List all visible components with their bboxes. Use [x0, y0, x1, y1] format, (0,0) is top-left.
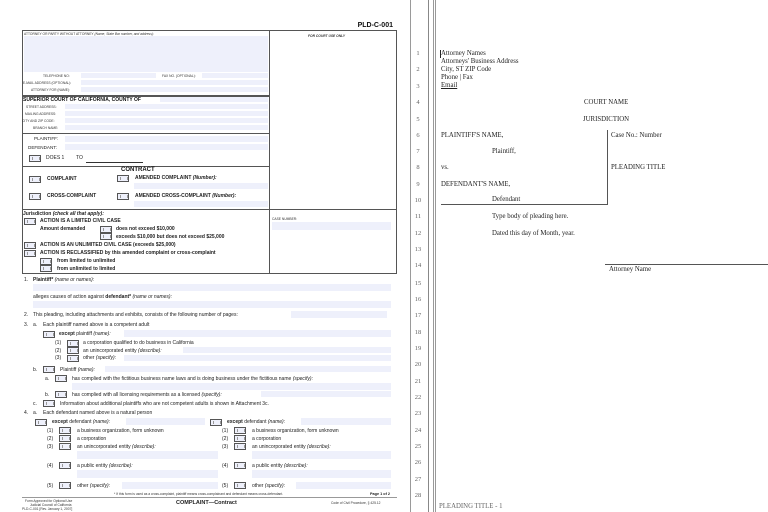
item3a-text: Each plaintiff named above is a competent adult	[43, 322, 150, 328]
line-number: 15	[414, 280, 422, 287]
case-number-label: CASE NUMBER:	[272, 217, 298, 221]
text-cursor	[440, 50, 441, 58]
unlimited-to-limited-checkbox[interactable]	[40, 265, 52, 272]
branch-field[interactable]	[65, 125, 268, 130]
caption-bottom-rule	[441, 204, 607, 205]
item3b-text: Plaintiff (name):	[60, 367, 95, 373]
pleading-footer: PLEADING TITLE - 1	[439, 503, 503, 510]
line-number: 14	[414, 262, 422, 269]
line-number: 6	[416, 132, 420, 139]
line-number: 10	[414, 197, 422, 204]
footer-approved-3: PLD-C-001 [Rev. January 1, 2007]	[22, 507, 73, 511]
d3-left-checkbox[interactable]	[59, 443, 71, 450]
licensing-checkbox[interactable]	[55, 391, 67, 398]
plaintiff-name[interactable]: PLAINTIFF'S NAME,	[441, 132, 504, 139]
unlimited-to-limited-label: from unlimited to limited	[57, 266, 116, 272]
line-number: 4	[416, 99, 420, 106]
attorney-phone[interactable]: Phone | Fax	[441, 74, 473, 81]
signature-line	[605, 264, 768, 265]
line-number: 28	[414, 492, 422, 499]
d3-right-checkbox[interactable]	[234, 443, 246, 450]
d2-left-number: (2)	[47, 436, 54, 442]
d3-right-text: an unincorporated entity (describe):	[252, 444, 331, 450]
d4-left-number: (4)	[47, 463, 54, 469]
defendant-label: DEFENDANT:	[28, 145, 57, 150]
line-number: 25	[414, 443, 422, 450]
except-defendant-right-field[interactable]	[301, 418, 391, 425]
fax-field[interactable]	[202, 73, 268, 78]
d5-left-text: other (specify):	[77, 483, 111, 489]
line-number: 16	[414, 296, 422, 303]
item1-alleges-label: alleges causes of action against defendant* (name or names):	[33, 294, 172, 300]
line-number: 8	[416, 164, 420, 171]
d5-left-number: (5)	[47, 483, 54, 489]
p3-specify-field[interactable]	[124, 355, 391, 361]
jurisdiction[interactable]: JURISDICTION	[583, 116, 630, 123]
divider	[22, 133, 269, 134]
limited-to-unlimited-label: from limited to unlimited	[57, 258, 116, 264]
except-defendant-right-label: except defendant (name):	[227, 419, 286, 425]
item3b-a-letter: a.	[45, 376, 50, 382]
defendant-field[interactable]	[65, 144, 268, 150]
d3-left-number: (3)	[47, 444, 54, 450]
court-use-label: FOR COURT USE ONLY	[308, 34, 346, 38]
d1-right-number: (1)	[222, 428, 229, 434]
item4a-letter: a.	[33, 410, 38, 416]
line-number: 19	[414, 345, 422, 352]
d4-left-field[interactable]	[77, 470, 218, 478]
page-number: Page 1 of 2	[370, 492, 391, 496]
d5-right-number: (5)	[222, 483, 229, 489]
fictitious-name-field[interactable]	[72, 383, 391, 390]
city-zip-field[interactable]	[65, 118, 268, 123]
except-plaintiff-label: except plaintiff (name):	[59, 331, 111, 337]
cross-complaint-checkbox[interactable]	[29, 193, 41, 200]
email-field[interactable]	[81, 80, 268, 85]
item3c-text: Information about additional plaintiffs who are not competent adults is shown in Attachment 3c.	[60, 401, 269, 407]
telephone-field[interactable]	[81, 73, 156, 78]
item4a-text: Each defendant named above is a natural person	[43, 410, 153, 416]
plaintiff-role: Plaintiff,	[492, 148, 516, 155]
d4-right-text: a public entity (describe):	[252, 463, 308, 469]
except-plaintiff-checkbox[interactable]	[43, 331, 55, 338]
p2-text: an unincorporated entity (describe):	[83, 348, 162, 354]
court-title: SUPERIOR COURT OF CALIFORNIA, COUNTY OF	[23, 97, 141, 103]
p1-number: (1)	[55, 340, 62, 346]
d4-right-checkbox[interactable]	[234, 462, 246, 469]
d5-left-field[interactable]	[122, 482, 218, 489]
court-name[interactable]: COURT NAME	[584, 99, 629, 106]
plaintiff-label: PLAINTIFF:	[34, 136, 59, 141]
does-label: DOES 1	[46, 155, 65, 161]
d4-left-text: a public entity (describe):	[77, 463, 133, 469]
pleading-paper-page	[414, 0, 768, 512]
line-number: 5	[416, 116, 420, 123]
d2-left-text: a corporation	[77, 436, 107, 442]
footer-title: COMPLAINT—Contract	[176, 500, 237, 506]
attorney-names[interactable]: Attorney Names	[441, 50, 486, 57]
line-number: 9	[416, 181, 420, 188]
city-label: CITY AND ZIP CODE:	[22, 119, 55, 123]
d4-right-field[interactable]	[252, 470, 391, 478]
amended-complaint-label: AMENDED COMPLAINT (Number):	[135, 175, 217, 181]
d2-left-checkbox[interactable]	[59, 435, 71, 442]
footnote: * If this form is used as a cross-complaint, plaintiff means cross-complainant and defendant means cross-defendant.	[114, 492, 284, 496]
unlimited-case-label: ACTION IS AN UNLIMITED CIVIL CASE (exceeds $25,000)	[40, 242, 176, 248]
number-of-pages-field[interactable]	[291, 311, 387, 318]
amended-complaint-number-field[interactable]	[134, 183, 268, 189]
item3b-letter: b.	[33, 367, 38, 373]
d3-left-field[interactable]	[77, 451, 218, 459]
p3-checkbox[interactable]	[67, 355, 79, 362]
item3b-name-field[interactable]	[105, 366, 391, 372]
line-number: 20	[414, 361, 422, 368]
telephone-label: TELEPHONE NO:	[43, 74, 70, 78]
except-defendant-left-label: except defendant (name):	[52, 419, 111, 425]
item3-number: 3.	[24, 322, 29, 328]
amended-cross-complaint-number-field[interactable]	[134, 201, 268, 207]
d2-right-text: a corporation	[252, 436, 282, 442]
licensing-text: has complied with all licensing requirements as a licensed (specify):	[72, 392, 222, 398]
header-divider	[269, 30, 270, 274]
complaint-checkbox[interactable]	[29, 176, 41, 183]
item2-text: This pleading, including attachments and exhibits, consists of the following number of pages:	[33, 312, 238, 318]
not-exceed-label: does not exceed $10,000	[116, 226, 175, 232]
licensing-field[interactable]	[261, 391, 391, 397]
plaintiff-names-field[interactable]	[33, 284, 391, 291]
dated-line[interactable]: Dated this day of Month, year.	[492, 230, 575, 237]
except-defendant-right-checkbox[interactable]	[210, 419, 222, 426]
item3b-b-letter: b.	[45, 392, 50, 398]
to-label: TO	[76, 155, 83, 161]
item3c-letter: c.	[33, 401, 37, 407]
attorney-city[interactable]: City, ST ZIP Code	[441, 66, 492, 73]
email-label: E-MAIL ADDRESS (OPTIONAL):	[23, 81, 72, 85]
attorney-name-address-field[interactable]	[24, 36, 268, 72]
defendant-name[interactable]: DEFENDANT'S NAME,	[441, 181, 511, 188]
d5-right-text: other (specify):	[252, 483, 286, 489]
case-number[interactable]: Case No.: Number	[611, 132, 662, 139]
footer-code: Code of Civil Procedure, § 425.12	[331, 501, 381, 505]
line-number: 17	[414, 312, 422, 319]
d3-left-text: an unincorporated entity (describe):	[77, 444, 156, 450]
street-field[interactable]	[65, 104, 268, 109]
county-field[interactable]	[160, 97, 268, 102]
line-number: 2	[416, 66, 420, 73]
branch-label: BRANCH NAME:	[33, 126, 59, 130]
pleading-margin-rule	[433, 0, 436, 512]
plaintiff-field[interactable]	[65, 136, 268, 142]
d3-right-number: (3)	[222, 444, 229, 450]
except-defendant-left-field[interactable]	[126, 418, 205, 425]
except-plaintiff-name-field[interactable]	[124, 330, 391, 337]
pane-divider[interactable]	[410, 0, 433, 512]
d5-left-checkbox[interactable]	[59, 482, 71, 489]
line-number: 24	[414, 427, 422, 434]
reclassified-label: ACTION IS RECLASSIFIED by this amended complaint or cross-complaint	[40, 250, 216, 256]
line-number: 7	[416, 148, 420, 155]
limited-case-checkbox[interactable]	[24, 218, 36, 225]
d1-left-text: a business organization, form unknown	[77, 428, 164, 434]
complaint-label: COMPLAINT	[47, 176, 77, 182]
limited-case-label: ACTION IS A LIMITED CIVIL CASE	[40, 218, 121, 224]
exceeds-checkbox[interactable]	[100, 233, 112, 240]
d1-left-number: (1)	[47, 428, 54, 434]
p3-number: (3)	[55, 355, 62, 361]
line-number: 1	[416, 50, 420, 57]
line-number: 11	[414, 213, 422, 220]
p2-describe-field[interactable]	[183, 347, 391, 353]
d2-right-number: (2)	[222, 436, 229, 442]
fictitious-name-checkbox[interactable]	[55, 375, 67, 382]
line-number: 26	[414, 459, 422, 466]
footer-divider	[22, 497, 397, 498]
d4-left-checkbox[interactable]	[59, 462, 71, 469]
line-number: 13	[414, 246, 422, 253]
does-checkbox[interactable]	[29, 155, 41, 162]
item3c-checkbox[interactable]	[43, 400, 55, 407]
p1-checkbox[interactable]	[67, 340, 79, 347]
vs-label: vs.	[441, 164, 449, 171]
item3b-checkbox[interactable]	[43, 366, 55, 373]
caption-right-rule	[607, 130, 608, 205]
line-number: 22	[414, 394, 422, 401]
d1-right-text: a business organization, form unknown	[252, 428, 339, 434]
line-number: 21	[414, 378, 422, 385]
line-number: 12	[414, 230, 422, 237]
amended-cross-complaint-label: AMENDED CROSS-COMPLAINT (Number):	[135, 193, 237, 199]
mailing-label: MAILING ADDRESS:	[25, 112, 57, 116]
p2-number: (2)	[55, 348, 62, 354]
amended-cross-complaint-checkbox[interactable]	[117, 193, 129, 200]
line-number: 3	[416, 83, 420, 90]
fax-label: FAX NO. (OPTIONAL):	[162, 74, 196, 78]
line-number: 18	[414, 329, 422, 336]
except-defendant-left-checkbox[interactable]	[35, 419, 47, 426]
d2-right-checkbox[interactable]	[234, 435, 246, 442]
attorney-label: ATTORNEY OR PARTY WITHOUT ATTORNEY (Name, State Bar number, and address):	[24, 32, 154, 36]
item3a-letter: a.	[33, 322, 38, 328]
signature-attorney-name[interactable]: Attorney Name	[609, 266, 652, 273]
p2-checkbox[interactable]	[67, 347, 79, 354]
limited-to-unlimited-checkbox[interactable]	[40, 258, 52, 265]
pleading-body[interactable]: Type body of pleading here.	[492, 213, 569, 220]
amount-demanded-label: Amount demanded	[40, 226, 86, 232]
item1-number: 1.	[24, 277, 29, 283]
attorney-for-field[interactable]	[81, 87, 268, 92]
attorney-for-label: ATTORNEY FOR (NAME):	[31, 88, 71, 92]
line-number: 23	[414, 410, 422, 417]
divider	[22, 209, 397, 210]
unlimited-case-checkbox[interactable]	[24, 242, 36, 249]
contract-title: CONTRACT	[121, 167, 155, 173]
d1-right-checkbox[interactable]	[234, 427, 246, 434]
line-number: 27	[414, 476, 422, 483]
attorney-address[interactable]: Attorneys' Business Address	[441, 58, 519, 65]
item2-number: 2.	[24, 312, 29, 318]
p3-text: other (specify):	[83, 355, 117, 361]
item4-number: 4.	[24, 410, 29, 416]
d3-right-field[interactable]	[252, 451, 391, 459]
not-exceed-checkbox[interactable]	[100, 226, 112, 233]
item1-plaintiff-label: Plaintiff* (name or names):	[33, 277, 95, 283]
attorney-email[interactable]: Email	[441, 82, 458, 89]
street-label: STREET ADDRESS:	[26, 105, 57, 109]
cross-complaint-label: CROSS-COMPLAINT	[47, 193, 97, 199]
jurisdiction-title: Jurisdiction (check all that apply):	[23, 211, 104, 217]
mailing-field[interactable]	[65, 111, 268, 116]
case-number-field[interactable]	[272, 222, 391, 230]
d4-right-number: (4)	[222, 463, 229, 469]
reclassified-checkbox[interactable]	[24, 250, 36, 257]
form-code: PLD-C-001	[357, 22, 393, 29]
d5-right-field[interactable]	[296, 482, 391, 489]
footer-approved-2: Judicial Council of California	[30, 503, 72, 507]
footer-approved-1: Form Approved for Optional Use	[25, 499, 73, 503]
exceeds-label: exceeds $10,000 but does not exceed $25,000	[116, 234, 225, 240]
defendant-role: Defendant	[492, 196, 521, 203]
does-to-field[interactable]	[86, 162, 143, 163]
d5-right-checkbox[interactable]	[234, 482, 246, 489]
defendant-names-field[interactable]	[33, 301, 391, 308]
fictitious-name-text: has complied with the fictitious business name laws and is doing business under the fictitious name (specify):	[72, 376, 313, 382]
p1-text: a corporation qualified to do business in California	[83, 340, 194, 346]
pleading-title[interactable]: PLEADING TITLE	[611, 164, 666, 171]
amended-complaint-checkbox[interactable]	[117, 175, 129, 182]
d1-left-checkbox[interactable]	[59, 427, 71, 434]
